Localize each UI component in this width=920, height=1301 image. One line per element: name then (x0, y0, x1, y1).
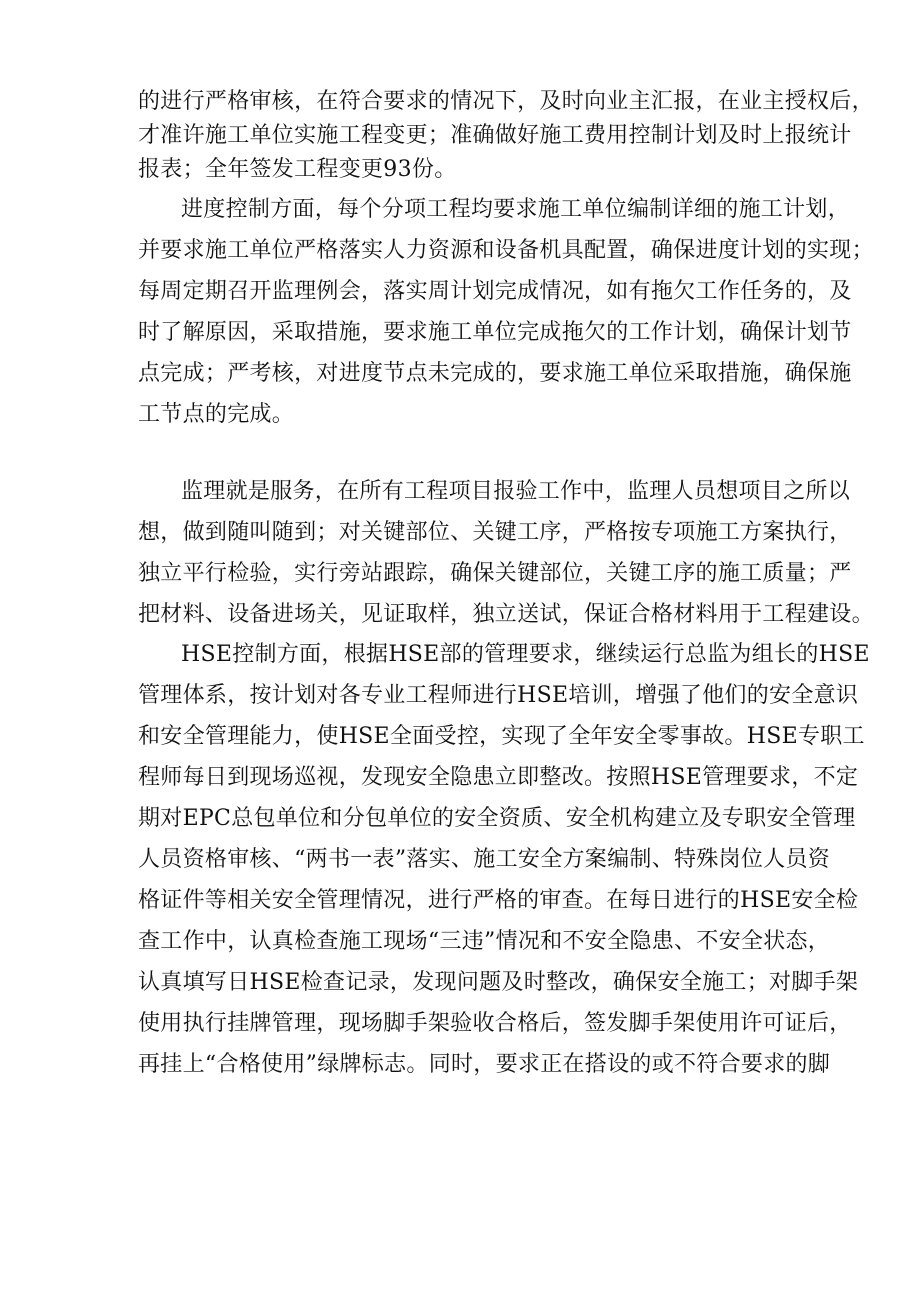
paragraph-3-line-3: 独立平行检验，实行旁站跟踪，确保关键部位，关键工序的施工质量；严 (138, 561, 852, 586)
paragraph-4-line-10: 使用执行挂牌管理，现场脚手架验收合格后，签发脚手架使用许可证后， (138, 1011, 852, 1036)
paragraph-4-line-1: HSE控制方面，根据HSE部的管理要求，继续运行总监为组长的HSE (181, 642, 870, 667)
paragraph-4-line-2: 管理体系，按计划对各专业工程师进行HSE培训，增强了他们的安全意识 (138, 683, 859, 708)
paragraph-1-line-3: 报表；全年签发工程变更93份。 (138, 157, 457, 182)
paragraph-4-line-6: 人员资格审核、“两书一表”落实、施工安全方案编制、特殊岗位人员资 (138, 847, 831, 872)
paragraph-4-line-3: 和安全管理能力，使HSE全面受控，实现了全年安全零事故。HSE专职工 (138, 724, 865, 749)
paragraph-3-line-2: 想，做到随叫随到；对关键部位、关键工序，严格按专项施工方案执行， (138, 520, 852, 545)
paragraph-4-line-11: 再挂上“合格使用”绿牌标志。同时，要求正在搭设的或不符合要求的脚 (138, 1052, 831, 1077)
paragraph-1-line-2: 才准许施工单位实施工程变更；准确做好施工费用控制计划及时上报统计 (138, 123, 852, 148)
paragraph-2-line-3: 每周定期召开监理例会，落实周计划完成情况，如有拖欠工作任务的，及 (138, 279, 852, 304)
paragraph-4-line-9: 认真填写日HSE检查记录，发现问题及时整改，确保安全施工；对脚手架 (138, 970, 859, 995)
paragraph-2-line-2: 并要求施工单位严格落实人力资源和设备机具配置，确保进度计划的实现； (138, 238, 874, 263)
paragraph-4-line-4: 程师每日到现场巡视，发现安全隐患立即整改。按照HSE管理要求，不定 (138, 765, 859, 790)
paragraph-2-line-5: 点完成；严考核，对进度节点未完成的，要求施工单位采取措施，确保施 (138, 361, 852, 386)
paragraph-4-line-8: 查工作中，认真检查施工现场“三违”情况和不安全隐患、不安全状态， (138, 929, 831, 954)
paragraph-1-line-1: 的进行严格审核，在符合要求的情况下，及时向业主汇报，在业主授权后， (138, 89, 874, 114)
paragraph-2-line-1: 进度控制方面，每个分项工程均要求施工单位编制详细的施工计划， (181, 197, 851, 222)
paragraph-4-line-5: 期对EPC总包单位和分包单位的安全资质、安全机构建立及专职安全管理 (138, 806, 856, 831)
paragraph-3-line-1: 监理就是服务，在所有工程项目报验工作中，监理人员想项目之所以 (181, 479, 851, 504)
paragraph-4-line-7: 格证件等相关安全管理情况，进行严格的审查。在每日进行的HSE安全检 (138, 888, 859, 913)
paragraph-2-line-4: 时了解原因，采取措施，要求施工单位完成拖欠的工作计划，确保计划节 (138, 320, 852, 345)
paragraph-2-line-6: 工节点的完成。 (138, 402, 295, 427)
paragraph-3-line-4: 把材料、设备进场关，见证取样，独立送试，保证合格材料用于工程建设。 (138, 602, 874, 627)
